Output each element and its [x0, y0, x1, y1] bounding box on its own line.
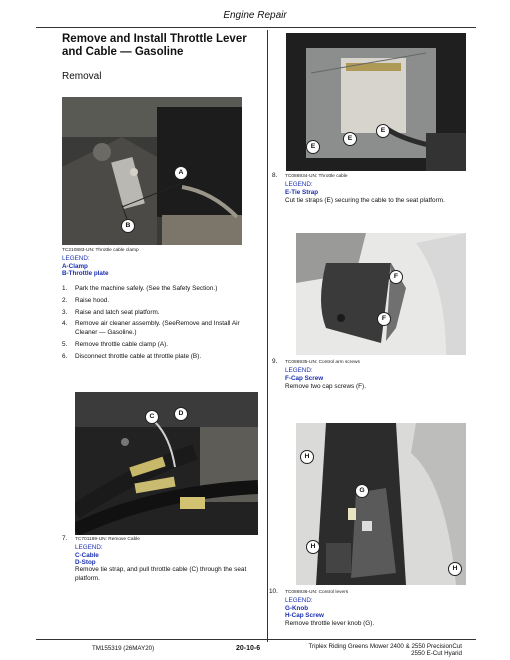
step-number: 8.	[272, 172, 278, 179]
photo-control-levers	[296, 423, 466, 585]
callout-h: H	[306, 540, 320, 554]
callout-a: A	[174, 166, 188, 180]
figure-remove-cable	[75, 392, 258, 535]
legend-item-b: B-Throttle plate	[62, 270, 109, 277]
figure-caption: TC086935-UN: Control arm screws	[285, 360, 360, 365]
callout-h: H	[300, 450, 314, 464]
step: 4. Remove air cleaner assembly. (SeeRemove and Install Air Cleaner — Gasoline.)	[62, 320, 240, 336]
footer-doc-id: TM155319 (26MAY20)	[92, 645, 155, 652]
footer-product-line-1: Triplex Riding Greens Mower 2400 & 2550 PrecisionCut	[308, 643, 462, 650]
figure-caption: TC086934-UN: Throttle cable	[285, 174, 348, 179]
step: 1. Park the machine safely. (See the Safety Section.)	[62, 285, 218, 292]
callout-f: F	[389, 270, 403, 284]
footer-product-line-2: 2550 E-Cut Hyarid	[411, 650, 462, 657]
figure-caption: TC086936-UN: Control levers	[285, 590, 349, 595]
legend-item-h: H-Cap Screw	[285, 612, 324, 619]
figure-throttle-cable-clamp	[62, 97, 242, 245]
legend-title: LEGEND:	[285, 181, 313, 188]
figure-control-levers	[296, 423, 466, 585]
step: 3. Raise and latch seat platform.	[62, 308, 160, 316]
section-subtitle: Removal	[62, 71, 102, 82]
callout-e: E	[306, 140, 320, 154]
step: 6. Disconnect throttle cable at throttle plate (B).	[62, 352, 202, 360]
steps-list	[62, 285, 260, 364]
callout-f: F	[377, 312, 391, 326]
callout-e: E	[343, 132, 357, 146]
legend-item-f: F-Cap Screw	[285, 374, 324, 382]
page-number: 20-10-6	[236, 645, 261, 652]
callout-d: D	[174, 407, 188, 421]
step-number: 10.	[269, 588, 278, 595]
legend-item-d: D-Stop	[75, 559, 96, 566]
step-text: Remove tie strap, and pull throttle cable (C) through the seat platform.	[75, 566, 247, 582]
figure-caption: TC701169-UN: Remove Cable	[75, 537, 140, 542]
callout-b: B	[121, 219, 135, 233]
step-text: Remove two cap screws (F).	[285, 383, 366, 390]
legend-title: LEGEND:	[62, 255, 90, 262]
step-number: 9.	[272, 358, 278, 365]
legend	[285, 367, 323, 382]
photo-hydraulic-hoses	[75, 392, 258, 535]
legend	[285, 181, 318, 196]
legend-title: LEGEND:	[285, 367, 313, 374]
photo-control-arm	[296, 233, 466, 355]
photo-engine-throttle	[62, 97, 242, 245]
figure-control-arm-screws	[296, 233, 466, 355]
legend	[285, 597, 324, 620]
step-number: 7.	[62, 535, 68, 542]
legend-item-g: G-Knob	[285, 604, 309, 612]
step-text: Cut tie straps (E) securing the cable to the seat platform.	[285, 197, 445, 204]
footer-rule	[36, 639, 476, 640]
legend-title: LEGEND:	[285, 597, 313, 604]
figure-caption: TC210883-UN: Throttle cable clamp	[62, 248, 139, 253]
running-header: Engine Repair	[223, 10, 287, 21]
callout-h: H	[448, 562, 462, 576]
step: 5. Remove throttle cable clamp (A).	[62, 340, 169, 348]
legend-item-e: E-Tie Strap	[285, 188, 319, 196]
step: 2. Raise hood.	[62, 296, 110, 304]
legend	[75, 544, 103, 567]
legend-title: LEGEND:	[75, 544, 103, 551]
step-text: Remove throttle lever knob (G).	[285, 620, 375, 627]
header-rule	[36, 27, 476, 28]
legend-item-a: A-Clamp	[62, 262, 88, 270]
page-title: Remove and Install Throttle Lever and Cable — Gasoline	[62, 33, 247, 58]
column-divider	[267, 30, 268, 642]
callout-e: E	[376, 124, 390, 138]
legend-item-c: C-Cable	[75, 551, 99, 559]
callout-g: G	[355, 484, 369, 498]
legend	[62, 255, 109, 278]
callout-c: C	[145, 410, 159, 424]
footer-product	[288, 643, 462, 657]
